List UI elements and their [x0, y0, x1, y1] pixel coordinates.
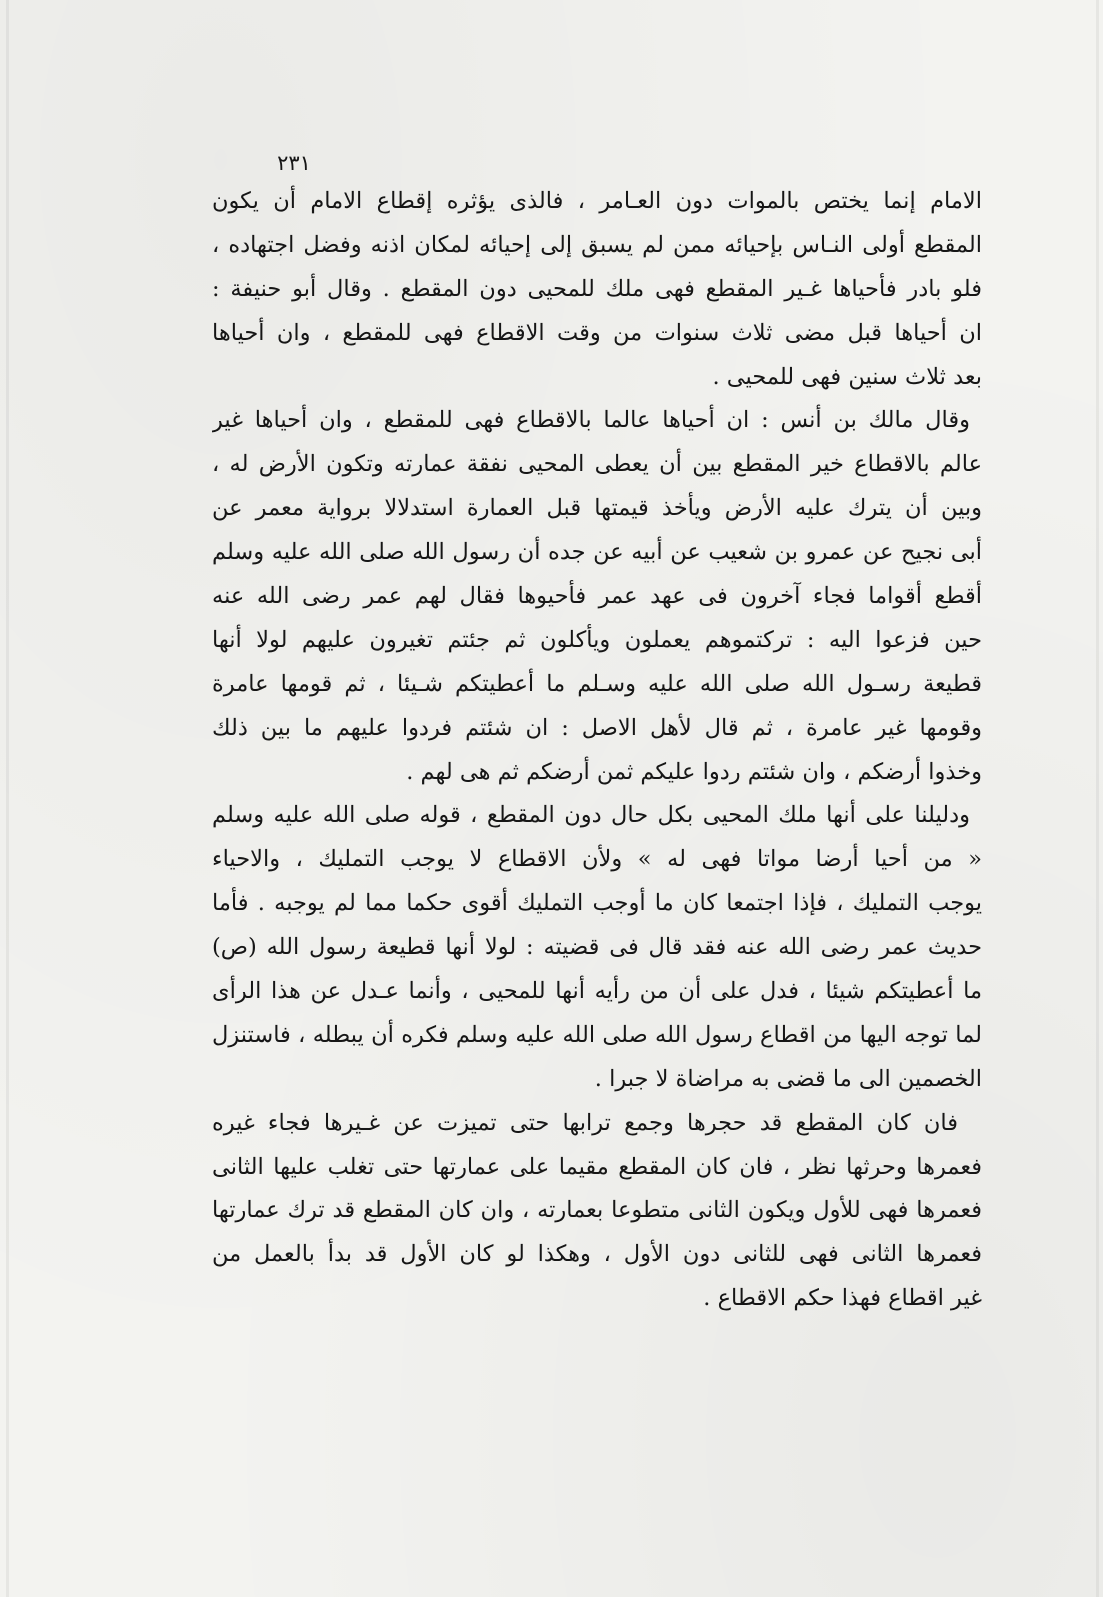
text-line: حين فزعوا اليه : تركتموهم يعملون ويأكلون ثم جئتم تغيرون عليهم لولا أنها [212, 626, 982, 653]
text-line: المقطع أولى النـاس بإحيائه ممن لم يسبق إلى إحيائه لمكان اذنه وفضل اجتهاده ، [212, 231, 982, 258]
text-line-paragraph-start: وقال مالك بن أنس : ان أحياها عالما بالاقطاع فهى للمقطع ، وان أحياها غير [212, 407, 970, 434]
text-line: فلو بادر فأحياها غـير المقطع فهى ملك للمحيى دون المقطع . وقال أبو حنيفة : [212, 275, 982, 302]
text-line: وقومها غير عامرة ، ثم قال لأهل الاصل : ان شئتم فردوا عليهم ما بين ذلك [212, 714, 982, 741]
text-line-paragraph-end: الخصمين الى ما قضى به مراضاة لا جبرا . [594, 1065, 982, 1092]
text-line-paragraph-end: وخذوا أرضكم ، وان شئتم ردوا عليكم ثمن أرضكم ثم هى لهم . [406, 758, 982, 785]
text-line: أقطع أقواما فجاء آخرون فى عهد عمر فأحيوها فقال لهم عمر رضى الله عنه [212, 583, 982, 610]
page-number: ٢٣١ [277, 151, 311, 175]
text-line: فعمرها الثانى فهى للثانى دون الأول ، وهكذا لو كان الأول قد بدأ بالعمل من [212, 1241, 982, 1268]
text-line-paragraph-end: غير اقطاع فهذا حكم الاقطاع . [703, 1285, 982, 1312]
text-line-paragraph-end: بعد ثلاث سنين فهى للمحيى . [712, 363, 982, 390]
text-line: فعمرها وحرثها نظر ، فان كان المقطع مقيما على عمارتها حتى تغلب عليها الثانى [212, 1153, 982, 1180]
text-line: لما توجه اليها من اقطاع رسول الله صلى الله عليه وسلم فكره أن يبطله ، فاستنزل [212, 1021, 982, 1048]
text-line-paragraph-start: ودليلنا على أنها ملك المحيى بكل حال دون المقطع ، قوله صلى الله عليه وسلم [212, 802, 970, 829]
text-line: وبين أن يترك عليه الأرض ويأخذ قيمتها قبل العمارة استدلالا برواية معمر عن [212, 495, 982, 522]
body-text [212, 180, 982, 1321]
text-line: « من أحيا أرضا مواتا فهى له » ولأن الاقطاع لا يوجب التمليك ، والاحياء [212, 846, 982, 873]
text-line: يوجب التمليك ، فإذا اجتمعا كان ما أوجب التمليك أقوى حكما مما لم يوجبه . فأما [212, 890, 982, 917]
text-line-paragraph-start: فان كان المقطع قد حجرها وجمع ترابها حتى تميزت عن غـيرها فجاء غيره [212, 1109, 958, 1136]
page-edge-left [6, 0, 9, 1597]
text-line: قطيعة رسـول الله صلى الله عليه وسـلم ما أعطيتكم شـيئا ، ثم قومها عامرة [212, 670, 982, 697]
text-line: حديث عمر رضى الله عنه فقد قال فى قضيته : لولا أنها قطيعة رسول الله (ص) [212, 934, 982, 961]
text-line: الامام إنما يختص بالموات دون العـامر ، فالذى يؤثره إقطاع الامام أن يكون [212, 188, 982, 214]
text-line: ان أحياها قبل مضى ثلاث سنوات من وقت الاقطاع فهى للمقطع ، وان أحياها [212, 319, 982, 346]
text-line: فعمرها فهى للأول ويكون الثانى متطوعا بعمارته ، وان كان المقطع قد ترك عمارتها [212, 1197, 982, 1224]
text-line: عالم بالاقطاع خير المقطع بين أن يعطى المحيى نفقة عمارته وتكون الأرض له ، [212, 451, 982, 478]
text-line: ما أعطيتكم شيئا ، فدل على أن من رأيه أنها للمحيى ، وأنما عـدل عن هذا الرأى [212, 978, 982, 1005]
text-line: أبى نجيح عن عمرو بن شعيب عن أبيه عن جده أن رسول الله صلى الله عليه وسلم [212, 539, 982, 566]
page-edge-right [1096, 0, 1099, 1597]
